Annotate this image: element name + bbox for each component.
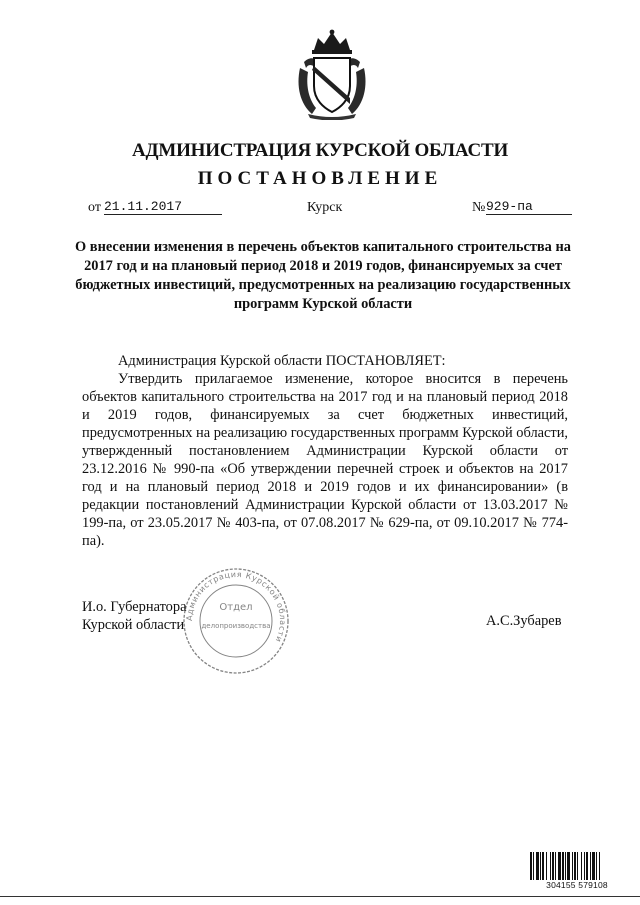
barcode-bar [596,852,597,882]
body-intro: Администрация Курской области ПОСТАНОВЛЯЕТ: [118,353,446,369]
barcode-bar [552,852,554,882]
number-prefix: № [472,200,486,215]
barcode-bar [536,852,539,882]
signatory-name: А.С.Зубарев [486,613,562,629]
barcode-bar [599,852,600,882]
date-prefix: от [88,200,101,215]
barcode-bar [574,852,576,882]
document-body [82,352,568,550]
document-type-title: ПОСТАНОВЛЕНИЕ [197,168,443,189]
stamp-center-line2: делопроизводства [201,622,271,630]
barcode-bar [592,852,595,882]
document-number: 929-па [486,200,572,215]
document-date: 21.11.2017 [104,200,222,215]
barcode-bar [540,852,541,882]
organization-title: АДМИНИСТРАЦИЯ КУРСКОЙ ОБЛАСТИ [131,140,509,161]
barcode-bar [533,852,534,882]
barcode-bar [590,852,591,882]
barcode-bar [530,852,532,882]
coat-of-arms-icon [294,28,370,120]
barcode-bar [572,852,573,882]
barcode-number: 304155 579108 [528,880,626,890]
barcode-bar [584,852,585,882]
signatory-position-line1: И.о. Губернатора [82,599,187,615]
barcode-bar [581,852,582,882]
barcode-bar [567,852,570,882]
body-paragraph: Утвердить прилагаемое изменение, которое вносится в перечень объектов капитального строительства на 2017 год и на плановый период 2018 и 2019 годов, финансируемых за счет бюджетных инвестиций, предусмотренных на реализацию государственных программ Курской области, утвержденный постановлением Администрации Курской области от 23.12.2016 № 990-па «Об утверждении перечней строек и объектов на 2017 год и на плановый период 2018 и 2019 годов и их финансировании» (в редакции постановлений Администрации Курской области от 13.03.2017 № 199-па, от 23.05.2017 № 403-па, от 07.08.2017 № 629-па, от 09.10.2017 № 774-па). [82,371,568,549]
stamp-ring-text: Администрация Курской области [184,569,288,644]
barcode-bar [542,852,544,882]
page-bottom-rule [0,896,640,897]
stamp-center-line1: Отдел [219,602,253,613]
barcode-bar [577,852,578,882]
document-subject: О внесении изменения в перечень объектов капитального строительства на 2017 год и на плановый период 2018 и 2019 годов, финансируемых за счет бюджетных инвестиций, предусмотренных на реализацию государственных программ Курской области [75,239,571,312]
signatory-position-line2: Курской области [82,617,185,633]
barcode-bar [555,852,556,882]
barcode-bar [546,852,547,882]
barcode-bar [550,852,551,882]
barcode-bar [558,852,561,882]
signatory-position [82,598,186,634]
barcode-bar [565,852,566,882]
barcode-bar [562,852,564,882]
stamp-seal-icon [172,566,300,676]
document-city: Курск [307,200,343,215]
barcode-bar [586,852,588,882]
